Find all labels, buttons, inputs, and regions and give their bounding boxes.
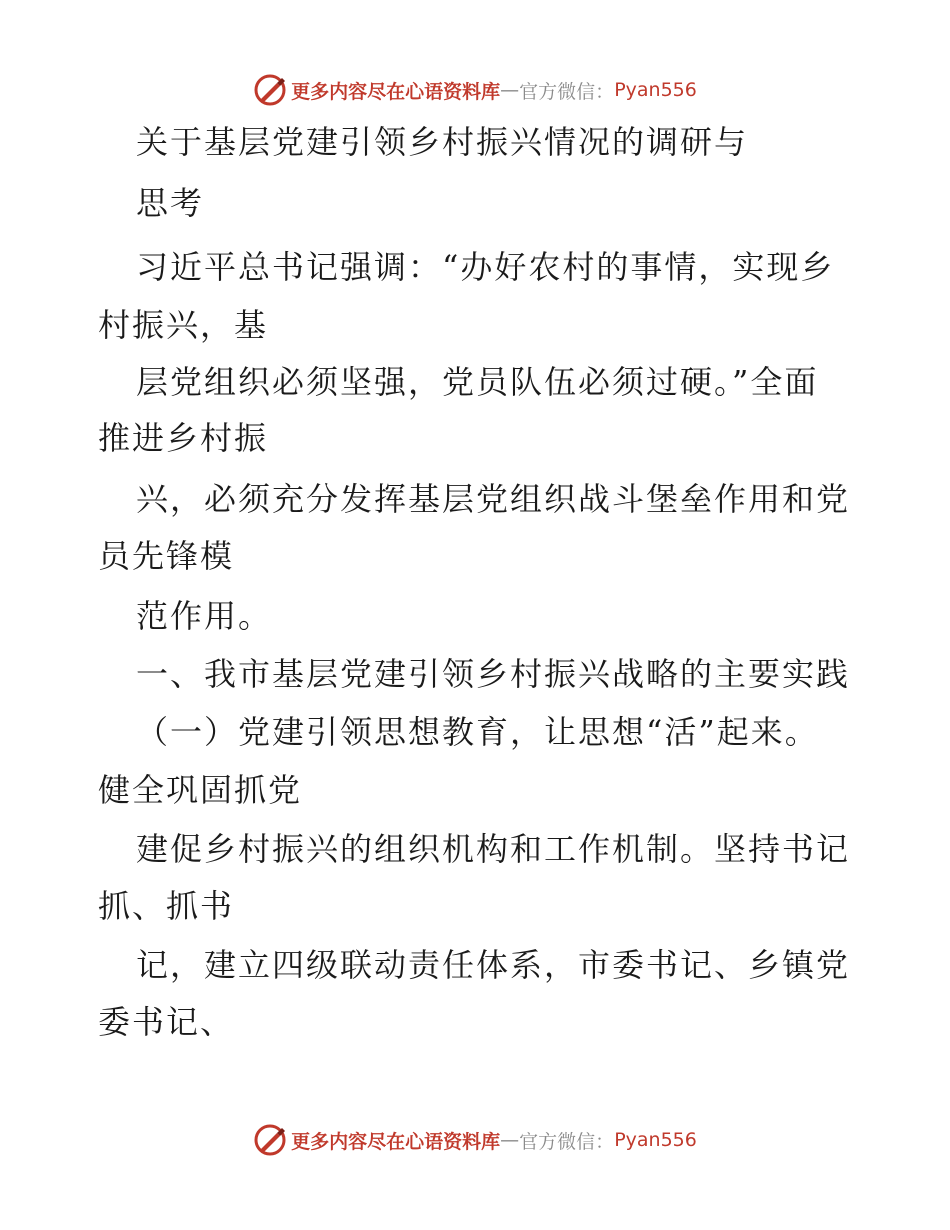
- paragraph-line: 习近平总书记强调：“办好农村的事情，实现乡: [136, 248, 835, 286]
- banner-separator: —: [500, 1129, 520, 1151]
- paragraph-line: 委书记、: [98, 1003, 235, 1041]
- paragraph-line: 村振兴，基: [98, 306, 269, 344]
- paragraph-line: 范作用。: [136, 597, 273, 635]
- section-heading: 一、我市基层党建引领乡村振兴战略的主要实践: [136, 655, 851, 693]
- paragraph-line: 抓、抓书: [98, 887, 235, 925]
- subsection-heading: （一）党建引领思想教育，让思想“活”起来。: [136, 713, 819, 751]
- banner-main-text: 更多内容尽在心语资料库: [291, 80, 501, 103]
- paragraph-line: 记，建立四级联动责任体系，市委书记、乡镇党: [136, 946, 851, 984]
- banner-wechat-label: 官方微信：: [519, 1130, 615, 1153]
- paragraph-line: 员先锋模: [98, 537, 235, 575]
- banner-wechat-id: Pyan556: [614, 79, 697, 101]
- banner-main-text: 更多内容尽在心语资料库: [291, 1130, 501, 1153]
- paragraph-line: 兴，必须充分发挥基层党组织战斗堡垒作用和党: [136, 480, 851, 518]
- pen-logo-icon: [253, 73, 287, 107]
- paragraph-line: 推进乡村振: [98, 419, 269, 457]
- paragraph-line: 建促乡村振兴的组织机构和工作机制。坚持书记: [136, 830, 851, 868]
- footer-banner: [0, 1120, 950, 1160]
- banner-separator: —: [500, 79, 520, 101]
- banner-wechat-label: 官方微信：: [519, 80, 615, 103]
- document-title-line-1: 关于基层党建引领乡村振兴情况的调研与: [136, 123, 749, 161]
- paragraph-line: 层党组织必须坚强，党员队伍必须过硬。”全面: [136, 363, 819, 401]
- header-banner: [0, 70, 950, 110]
- banner-wechat-id: Pyan556: [614, 1129, 697, 1151]
- pen-logo-icon: [253, 1123, 287, 1157]
- document-title-line-2: 思考: [136, 184, 205, 222]
- paragraph-line: 健全巩固抓党: [98, 771, 303, 809]
